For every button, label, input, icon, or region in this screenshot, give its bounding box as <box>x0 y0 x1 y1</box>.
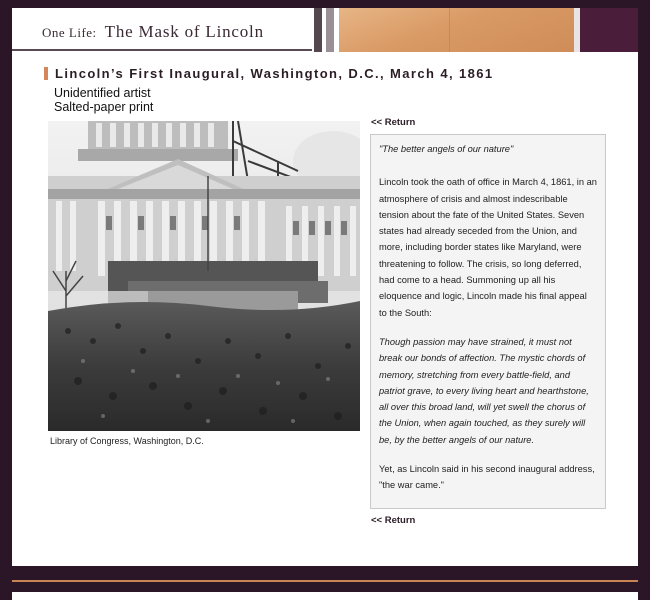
site-brand[interactable] <box>42 22 264 42</box>
banner-bar-dark <box>314 8 322 52</box>
brand-subtitle: One Life: <box>42 25 97 40</box>
artwork-title: Lincoln’s First Inaugural, Washington, D.C., March 4, 1861 <box>55 66 494 81</box>
photo-credit: Library of Congress, Washington, D.C. <box>50 436 204 446</box>
footer-rule <box>12 580 638 582</box>
inauguration-photo <box>48 121 360 431</box>
lincoln-quote: Though passion may have strained, it must not break our bonds of affection. The mystic chords of memory, stretching from every battle-field, and patriot grave, to every living heart and hearthstone, all over this broad land, will yet swell the chorus of the Union, when again touched, as they surely will be, by the better angels of our nature. <box>379 336 589 445</box>
description-panel <box>370 134 606 509</box>
return-link-bottom[interactable]: << Return <box>371 515 416 526</box>
page-panel <box>12 8 638 566</box>
banner-plum-block <box>580 8 638 52</box>
artwork-medium: Salted-paper print <box>54 100 154 114</box>
artwork-meta <box>54 86 153 114</box>
banner-rule <box>12 49 312 51</box>
header-banner <box>12 8 638 52</box>
footer-strip <box>12 592 638 600</box>
section-heading: "The better angels of our nature" <box>379 144 514 154</box>
banner-bar-gray <box>326 8 334 52</box>
parchment-image <box>339 8 574 52</box>
paragraph-intro: Lincoln took the oath of office in March 4, 1861, in an atmosphere of crisis and almost indescribable tension about the fate of the United States. Seven states had already seceded from the Union, and more, including border states like Maryland, were threatening to follow. The crisis, so long deferred, had come to a head. Summoning up all his eloquence and logic, Lincoln made his final appeal to the South: <box>379 177 597 318</box>
title-accent-mark <box>44 67 48 80</box>
paragraph-closing: Yet, as Lincoln said in his second inaugural address, "the war came." <box>379 464 595 491</box>
brand-title: The Mask of Lincoln <box>104 22 264 41</box>
return-link-top[interactable]: << Return <box>371 117 416 128</box>
artwork-artist: Unidentified artist <box>54 86 151 100</box>
